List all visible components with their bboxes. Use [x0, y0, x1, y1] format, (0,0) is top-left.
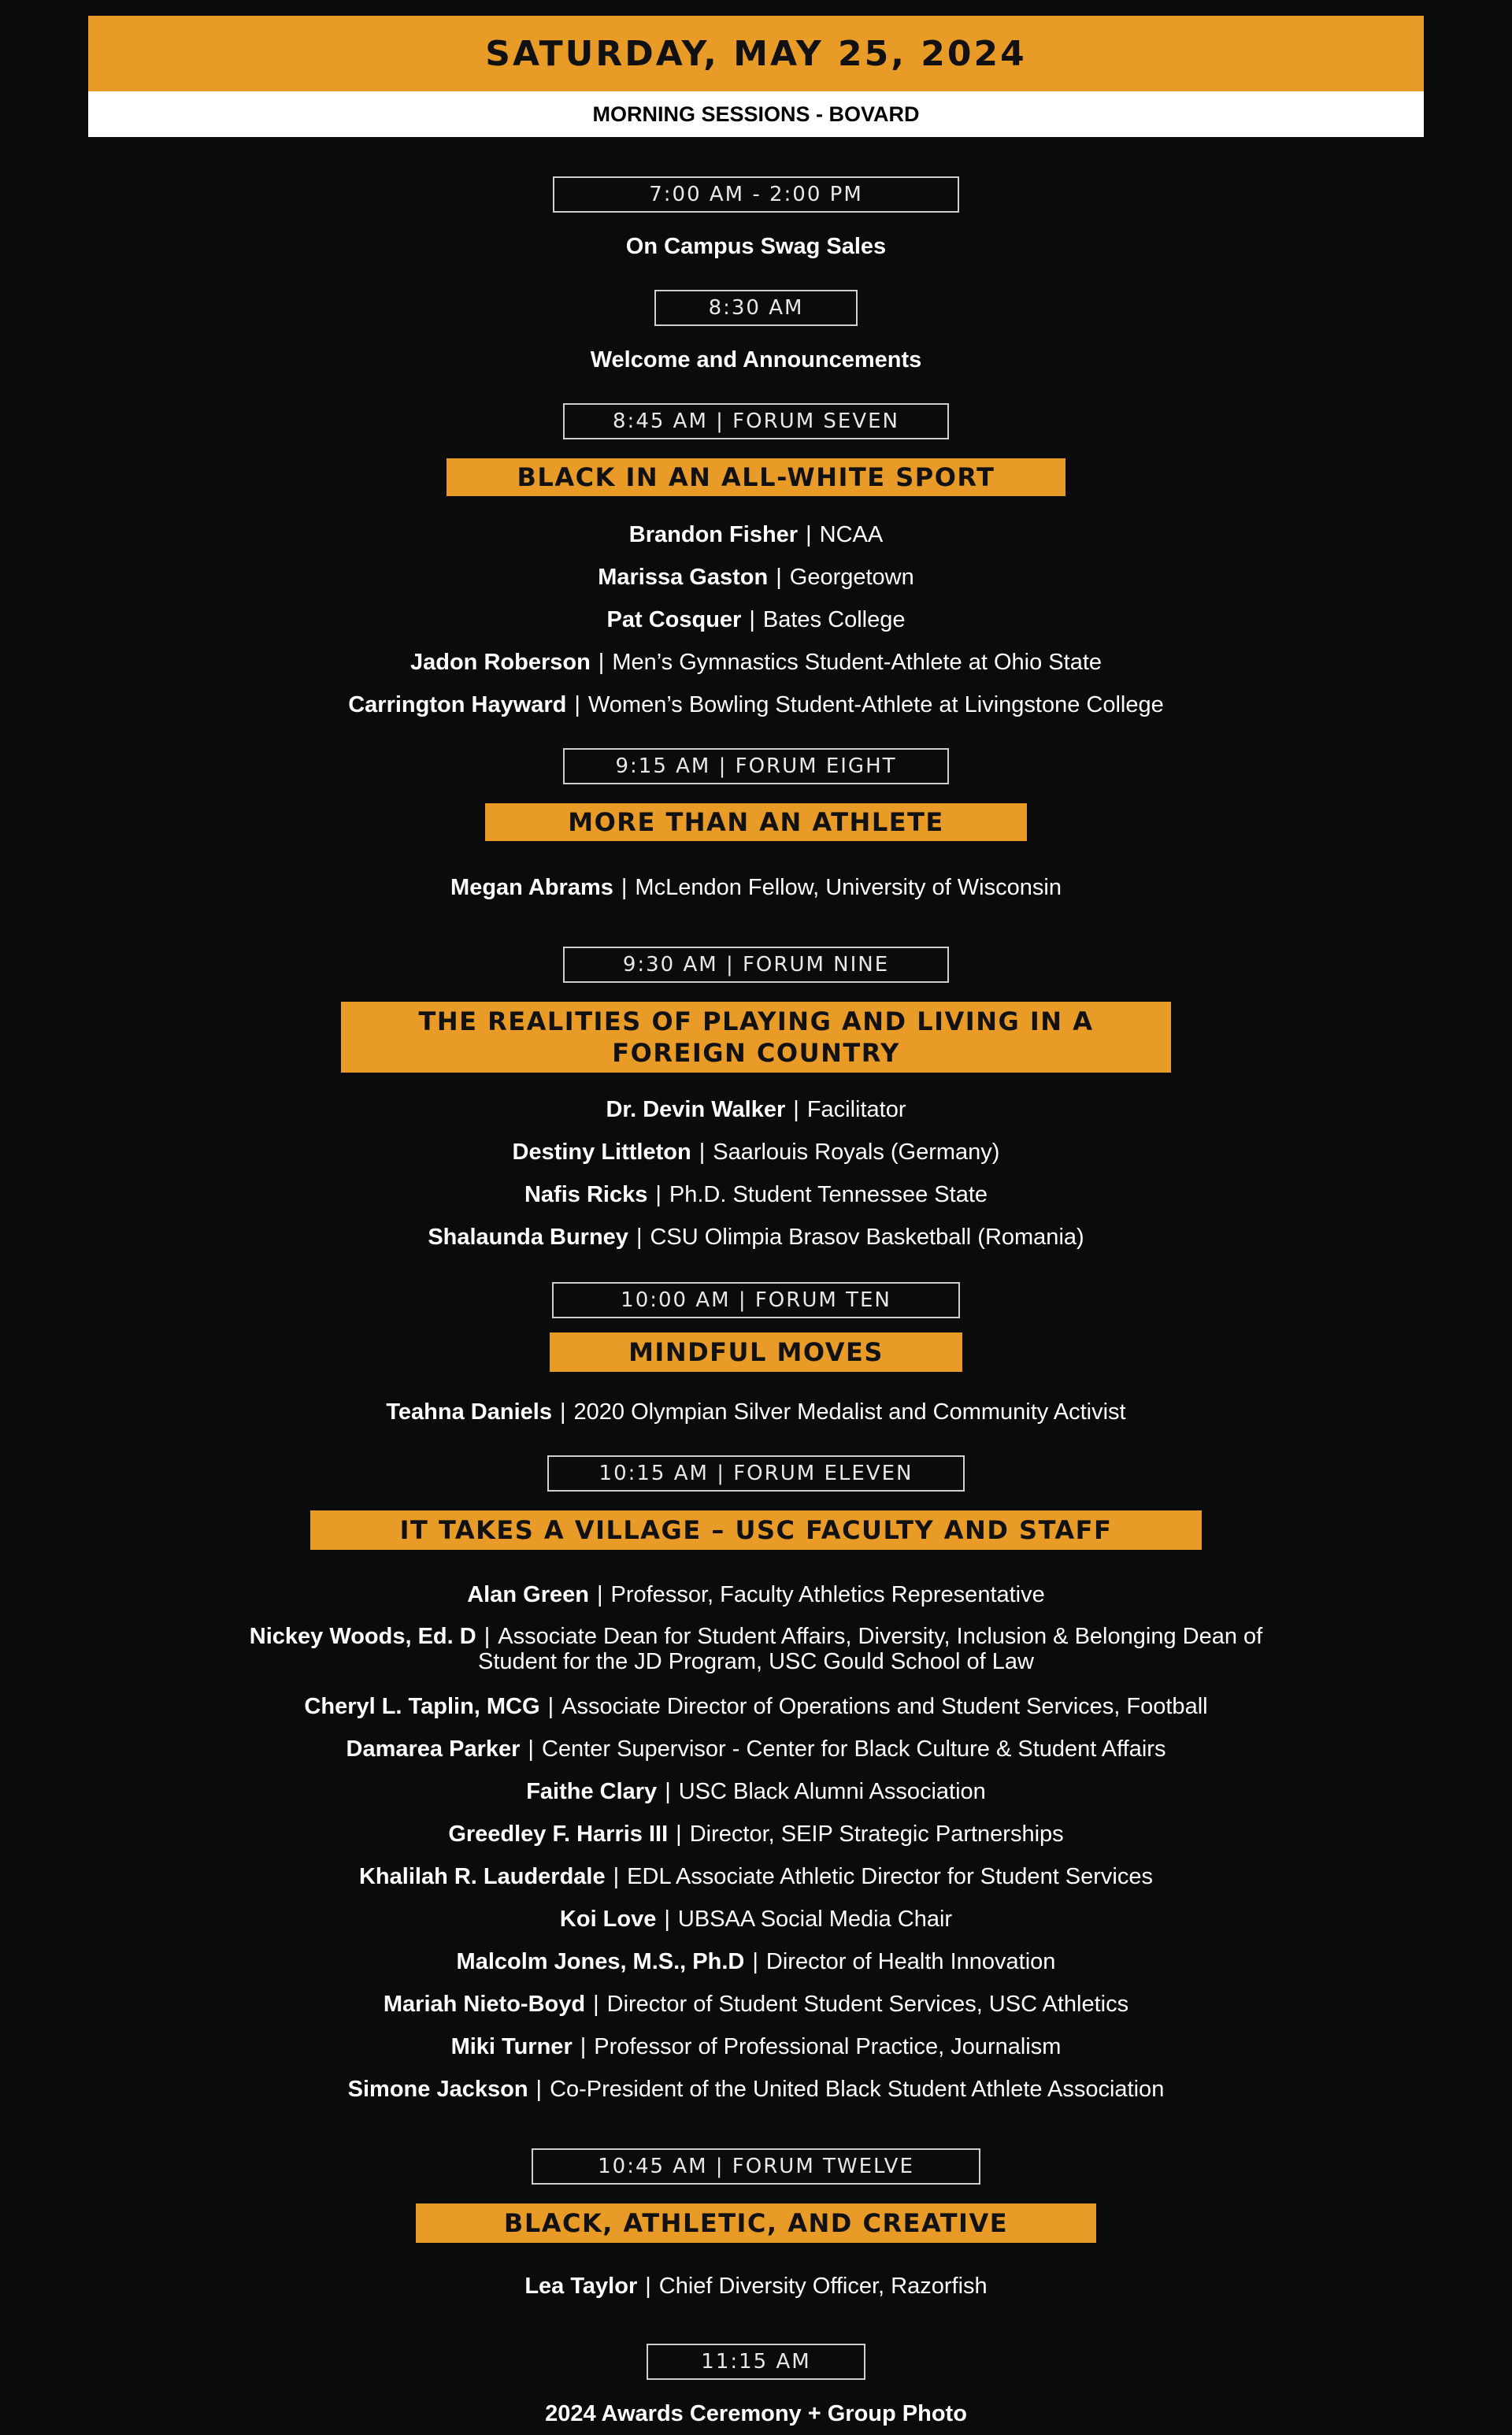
speaker-name: Shalaunda Burney: [428, 1225, 628, 1250]
time-box-forum-ten: 10:00 AM | FORUM TEN: [552, 1282, 960, 1318]
speaker-row: [0, 2076, 1512, 2103]
separator: |: [752, 1949, 758, 1974]
speaker-row: [0, 1863, 1512, 1890]
time-box-awards: 11:15 AM: [647, 2344, 865, 2380]
time-box-forum-eight: 9:15 AM | FORUM EIGHT: [563, 748, 949, 784]
speaker-name: Jadon Roberson: [410, 650, 591, 675]
speaker-row: [0, 2033, 1512, 2060]
speaker-name: Alan Green: [467, 1582, 589, 1607]
speaker-name: Lea Taylor: [524, 2274, 638, 2299]
speaker-role: Associate Director of Operations and Student Services, Football: [561, 1694, 1208, 1719]
time-box-forum-nine: 9:30 AM | FORUM NINE: [563, 947, 949, 983]
speaker-role: Co-President of the United Black Student Athlete Association: [550, 2077, 1165, 2102]
speaker-name: Carrington Hayward: [348, 692, 567, 717]
speaker-name: Damarea Parker: [346, 1736, 521, 1762]
speaker-role: Men’s Gymnastics Student-Athlete at Ohio State: [612, 650, 1102, 675]
speaker-name: Nickey Woods, Ed. D: [249, 1624, 476, 1649]
speaker-row: [0, 1778, 1512, 1805]
speaker-role: Saarlouis Royals (Germany): [713, 1140, 1000, 1165]
speaker-role: Professor of Professional Practice, Journalism: [594, 2034, 1062, 2059]
speaker-role: Center Supervisor - Center for Black Culture & Student Affairs: [541, 1736, 1166, 1762]
separator: |: [613, 1864, 620, 1889]
speaker-name: Khalilah R. Lauderdale: [358, 1864, 606, 1889]
speaker-name: Greedley F. Harris III: [448, 1822, 669, 1847]
time-box-forum-twelve: 10:45 AM | FORUM TWELVE: [532, 2148, 980, 2185]
time-box-forum-eleven: 10:15 AM | FORUM ELEVEN: [547, 1455, 965, 1492]
speaker-row: [0, 1139, 1512, 1166]
title-forum-ten: MINDFUL MOVES: [550, 1332, 962, 1372]
separator: |: [645, 2274, 651, 2299]
event-awards: 2024 Awards Ceremony + Group Photo: [545, 2401, 967, 2426]
separator: |: [528, 1736, 534, 1762]
separator: |: [536, 2077, 543, 2102]
separator: |: [596, 1582, 603, 1607]
speaker-role: UBSAA Social Media Chair: [677, 1907, 953, 1932]
speaker-name: Faithe Clary: [526, 1779, 658, 1804]
speaker-name: Destiny Littleton: [512, 1140, 691, 1165]
speaker-row: [0, 1821, 1512, 1848]
speaker-row: [0, 1693, 1512, 1720]
speaker-role: Facilitator: [806, 1097, 906, 1122]
date-banner: SATURDAY, MAY 25, 2024: [88, 16, 1424, 91]
speaker-row: [0, 1096, 1512, 1123]
speaker-row: [0, 2273, 1512, 2300]
speaker-role: USC Black Alumni Association: [678, 1779, 986, 1804]
speaker-role: Bates College: [762, 607, 906, 632]
speaker-row: [0, 649, 1512, 676]
speaker-role: EDL Associate Athletic Director for Student Services: [627, 1864, 1154, 1889]
separator: |: [793, 1097, 799, 1122]
speaker-row: [0, 564, 1512, 591]
speaker-role: Director, SEIP Strategic Partnerships: [689, 1822, 1064, 1847]
speaker-role: Associate Dean for Student Affairs, Diversity, Inclusion & Belonging Dean of Student for the JD Program, USC Gould School of Law: [477, 1624, 1263, 1674]
speaker-role: Director of Student Student Services, USC Athletics: [606, 1992, 1129, 2017]
separator: |: [676, 1822, 682, 1847]
separator: |: [598, 650, 605, 675]
speaker-role: Women’s Bowling Student-Athlete at Livingstone College: [587, 692, 1164, 717]
speaker-role: 2020 Olympian Silver Medalist and Community Activist: [573, 1399, 1126, 1425]
session-banner: MORNING SESSIONS - BOVARD: [88, 91, 1424, 137]
separator: |: [621, 875, 628, 900]
speaker-name: Megan Abrams: [450, 875, 613, 900]
speaker-row: [0, 1224, 1512, 1251]
speaker-name: Pat Cosquer: [606, 607, 742, 632]
speaker-name: Simone Jackson: [347, 2077, 528, 2102]
separator: |: [484, 1624, 491, 1649]
speaker-row: [0, 1991, 1512, 2018]
speaker-row: [0, 874, 1512, 901]
speaker-row: [0, 606, 1512, 633]
separator: |: [806, 522, 812, 547]
title-forum-twelve: BLACK, ATHLETIC, AND CREATIVE: [416, 2203, 1096, 2243]
event-swag-sales: On Campus Swag Sales: [625, 234, 887, 259]
separator: |: [559, 1399, 566, 1425]
speaker-row: [0, 1399, 1512, 1425]
title-forum-nine: [341, 1002, 1171, 1073]
separator: |: [655, 1182, 662, 1207]
speaker-name: Dr. Devin Walker: [606, 1097, 786, 1122]
title-forum-eight: MORE THAN AN ATHLETE: [485, 803, 1027, 841]
speaker-name: Miki Turner: [450, 2034, 573, 2059]
title-line: FOREIGN COUNTRY: [612, 1038, 900, 1068]
title-line: THE REALITIES OF PLAYING AND LIVING IN A: [418, 1006, 1094, 1036]
speaker-role: NCAA: [819, 522, 884, 547]
speaker-name: Mariah Nieto-Boyd: [383, 1992, 586, 2017]
speaker-role: Ph.D. Student Tennessee State: [669, 1182, 988, 1207]
speaker-row: [0, 1581, 1512, 1608]
separator: |: [593, 1992, 599, 2017]
speaker-role: Georgetown: [789, 565, 914, 590]
speaker-name: Marissa Gaston: [598, 565, 769, 590]
speaker-name: Brandon Fisher: [628, 522, 799, 547]
event-welcome: Welcome and Announcements: [590, 347, 922, 372]
separator: |: [636, 1225, 643, 1250]
separator: |: [776, 565, 782, 590]
speaker-name: Nafis Ricks: [524, 1182, 648, 1207]
speaker-role: Professor, Faculty Athletics Representative: [610, 1582, 1045, 1607]
time-box-swag: 7:00 AM - 2:00 PM: [553, 176, 959, 213]
speaker-name: Teahna Daniels: [386, 1399, 552, 1425]
time-box-forum-seven: 8:45 AM | FORUM SEVEN: [563, 403, 949, 439]
speaker-role: CSU Olimpia Brasov Basketball (Romania): [650, 1225, 1084, 1250]
speaker-name: Malcolm Jones, M.S., Ph.D: [456, 1949, 745, 1974]
separator: |: [664, 1907, 670, 1932]
speaker-row: [0, 1181, 1512, 1208]
separator: |: [665, 1779, 671, 1804]
speaker-row: [0, 1906, 1512, 1933]
speaker-name: Koi Love: [559, 1907, 657, 1932]
speaker-row: [0, 691, 1512, 718]
title-forum-eleven: IT TAKES A VILLAGE – USC FACULTY AND STAFF: [310, 1510, 1202, 1550]
separator: |: [580, 2034, 587, 2059]
speaker-role: Chief Diversity Officer, Razorfish: [658, 2274, 988, 2299]
speaker-row: [0, 1736, 1512, 1762]
speaker-row: [0, 1624, 1512, 1674]
speaker-role: Director of Health Innovation: [765, 1949, 1056, 1974]
title-forum-seven: BLACK IN AN ALL-WHITE SPORT: [447, 458, 1065, 496]
speaker-name: Cheryl L. Taplin, MCG: [304, 1694, 540, 1719]
separator: |: [547, 1694, 554, 1719]
separator: |: [749, 607, 755, 632]
separator: |: [699, 1140, 706, 1165]
speaker-role: McLendon Fellow, University of Wisconsin: [635, 875, 1062, 900]
speaker-row: [0, 521, 1512, 548]
time-box-welcome: 8:30 AM: [654, 290, 858, 326]
speaker-row: [0, 1948, 1512, 1975]
separator: |: [574, 692, 580, 717]
